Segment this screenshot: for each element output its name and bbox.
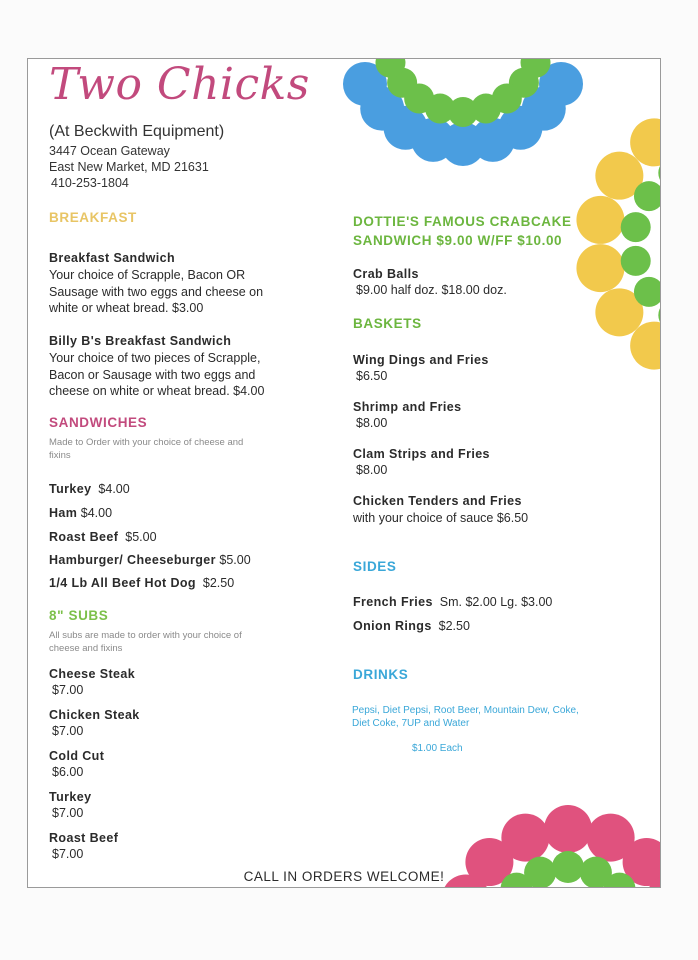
menu-item-price: $6.00 bbox=[52, 765, 84, 779]
menu-item-price: $8.00 bbox=[356, 416, 388, 430]
menu-item-title: Chicken Tenders and Fries bbox=[353, 494, 522, 508]
breakfast-heading: BREAKFAST bbox=[49, 210, 137, 225]
menu-item-title: Crab Balls bbox=[353, 267, 419, 281]
menu-item: French Fries Sm. $2.00 Lg. $3.00 bbox=[353, 595, 553, 609]
sides-heading: SIDES bbox=[353, 559, 397, 574]
menu-item-title: Turkey bbox=[49, 790, 92, 804]
menu-item-description: Your choice of two pieces of Scrapple, Bacon or Sausage with two eggs and cheese on white or wheat bread. $4.00 bbox=[49, 351, 265, 398]
flower-petal-green bbox=[621, 246, 651, 276]
menu-item-title: Wing Dings and Fries bbox=[353, 353, 489, 367]
subs-note: All subs are made to order with your choice of cheese and fixins bbox=[49, 630, 242, 654]
baskets-heading: BASKETS bbox=[353, 316, 422, 331]
menu-item-title: Billy B's Breakfast Sandwich bbox=[49, 334, 232, 348]
brand-logo: Two Chicks bbox=[49, 59, 310, 110]
flower-petal-pink bbox=[544, 805, 592, 853]
drinks-price: $1.00 Each bbox=[412, 743, 463, 754]
menu-item-price: $7.00 bbox=[52, 847, 84, 861]
menu-item: Hamburger/ Cheeseburger $5.00 bbox=[49, 553, 251, 567]
menu-item: 1/4 Lb All Beef Hot Dog $2.50 bbox=[49, 576, 235, 590]
drinks-list: Pepsi, Diet Pepsi, Root Beer, Mountain Dew, Coke, Diet Coke, 7UP and Water bbox=[352, 705, 579, 729]
menu-item-title: Clam Strips and Fries bbox=[353, 447, 490, 461]
menu-item-price: $7.00 bbox=[52, 806, 84, 820]
menu-item-title: Cold Cut bbox=[49, 749, 105, 763]
menu-sheet bbox=[27, 58, 661, 888]
address-line: 3447 Ocean Gateway bbox=[49, 144, 170, 158]
menu-item: Turkey $4.00 bbox=[49, 482, 130, 496]
menu-item-price: with your choice of sauce $6.50 bbox=[353, 511, 529, 525]
menu-item-price: $7.00 bbox=[52, 724, 84, 738]
menu-item-title: Breakfast Sandwich bbox=[49, 251, 175, 265]
menu-item-title: Chicken Steak bbox=[49, 708, 140, 722]
menu-item-title: Shrimp and Fries bbox=[353, 400, 462, 414]
menu-item: Onion Rings $2.50 bbox=[353, 619, 470, 633]
flower-petal-green bbox=[621, 212, 651, 242]
menu-item-price: $6.50 bbox=[356, 369, 388, 383]
flower-petal-yellow bbox=[576, 244, 624, 292]
menu-item-price: $8.00 bbox=[356, 463, 388, 477]
menu-item-price: $7.00 bbox=[52, 683, 84, 697]
menu-item: Roast Beef $5.00 bbox=[49, 530, 157, 544]
subs-heading: 8" SUBS bbox=[49, 608, 109, 623]
address-line: East New Market, MD 21631 bbox=[49, 160, 209, 174]
menu-item-price: $9.00 half doz. $18.00 doz. bbox=[356, 283, 507, 297]
flower-petal-pink bbox=[501, 814, 549, 862]
menu-item-title: Cheese Steak bbox=[49, 667, 136, 681]
menu-item-title: Roast Beef bbox=[49, 831, 119, 845]
crabcake-heading: DOTTIE'S FAMOUS CRABCAKE SANDWICH $9.00 W/FF $10.00 bbox=[353, 214, 572, 248]
brand-subtitle: (At Beckwith Equipment) bbox=[49, 123, 225, 140]
sandwiches-note: Made to Order with your choice of cheese and fixins bbox=[49, 437, 244, 461]
sandwiches-heading: SANDWICHES bbox=[49, 415, 148, 430]
menu-item: Ham $4.00 bbox=[49, 506, 113, 520]
footer-note: CALL IN ORDERS WELCOME! bbox=[243, 869, 445, 884]
drinks-heading: DRINKS bbox=[353, 667, 409, 682]
phone-number: 410-253-1804 bbox=[51, 176, 129, 190]
menu-item-description: Your choice of Scrapple, Bacon OR Sausage with two eggs and cheese on white or wheat bread. $3.00 bbox=[49, 268, 264, 315]
flower-petal-yellow bbox=[576, 196, 624, 244]
